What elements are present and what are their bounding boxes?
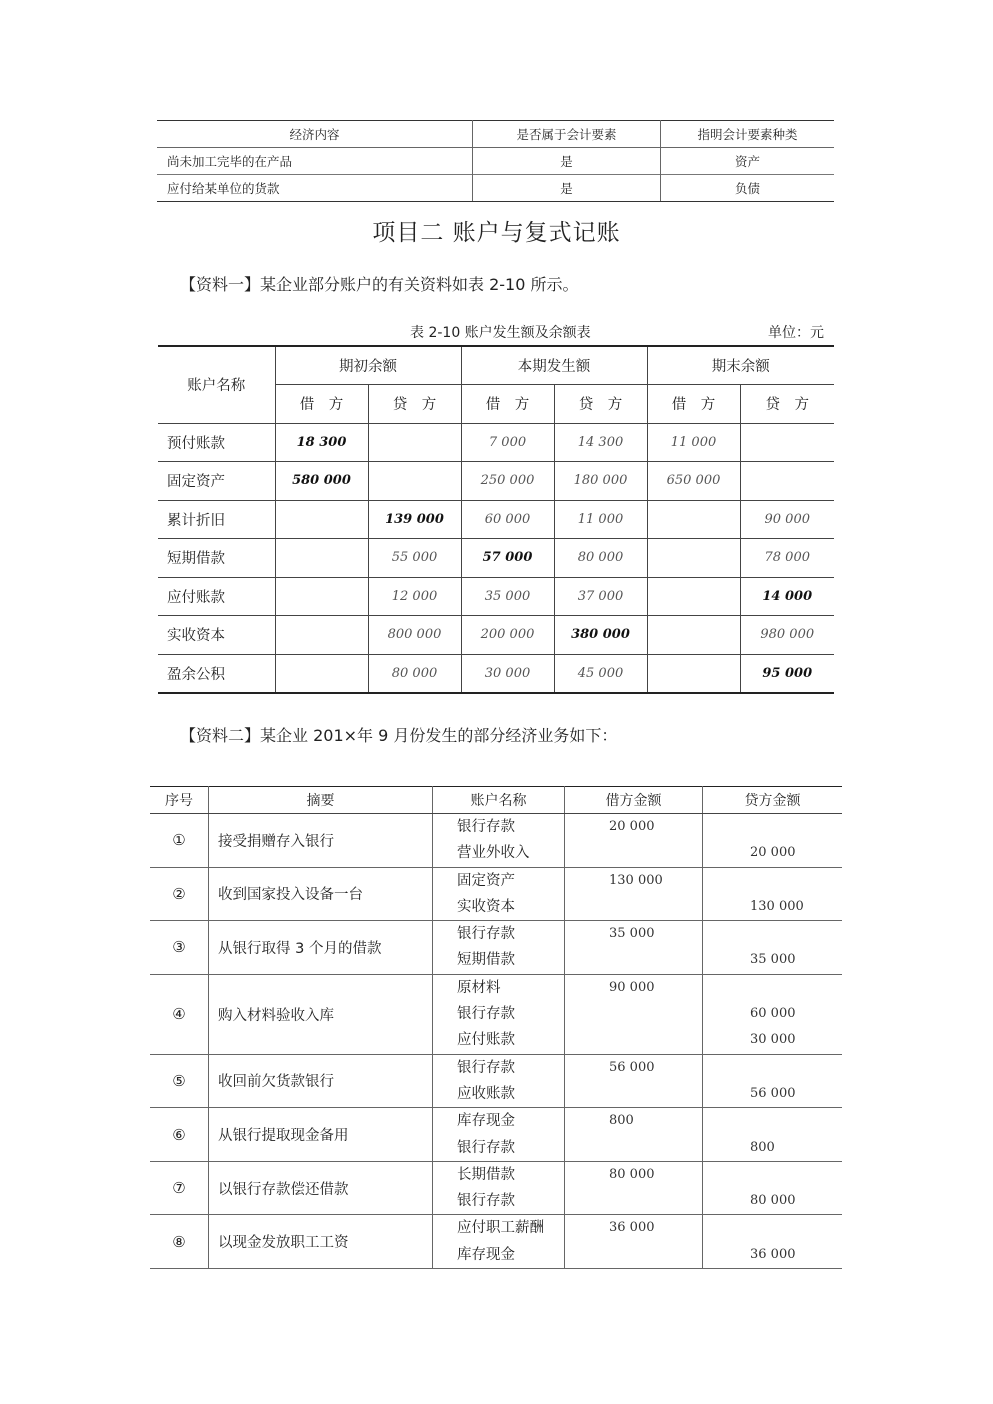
entry-credits: [703, 974, 843, 1054]
table-row: [150, 867, 842, 921]
amount-cell: 650 000: [647, 462, 740, 501]
entry-number: ②: [150, 867, 209, 921]
account-name: 长期借款: [457, 1166, 515, 1183]
amount-cell: 55 000: [368, 539, 461, 578]
debit-amount: 20 000: [609, 819, 655, 834]
amount-cell: 250 000: [461, 462, 554, 501]
content-cell: 应付给某单位的货款: [157, 175, 473, 202]
credit-amount: 30 000: [750, 1032, 796, 1048]
account-name: 营业外收入: [457, 845, 530, 862]
amount-cell: 800 000: [368, 616, 461, 655]
entry-credits: [703, 1108, 843, 1162]
debit-header: 借 方: [461, 385, 554, 424]
entry-summary: 以现金发放职工工资: [209, 1215, 433, 1269]
header-cell: 指明会计要素种类: [661, 121, 835, 148]
credit-amount: 60 000: [750, 1006, 796, 1022]
entry-summary: 购入材料验收入库: [209, 974, 433, 1054]
account-name: 累计折旧: [158, 500, 275, 539]
account-name: 实收资本: [158, 616, 275, 655]
entry-credits: [703, 921, 843, 975]
table-row: [150, 921, 842, 975]
entry-debits: [565, 1108, 703, 1162]
table-row: [157, 148, 834, 175]
amount-cell: 57 000: [461, 539, 554, 578]
debit-amount: 130 000: [609, 872, 663, 888]
amount-cell: 30 000: [461, 654, 554, 693]
account-name: 银行存款: [457, 926, 515, 943]
table-row: [158, 654, 834, 693]
credit-amount: [703, 975, 842, 1001]
entry-summary: 收回前欠货款银行: [209, 1054, 433, 1108]
material-two-text: 【资料二】某企业 201×年 9 月份发生的部分经济业务如下：: [180, 726, 618, 745]
content-cell: 尚未加工完毕的在产品: [157, 148, 473, 175]
journal-entries-table: [150, 786, 842, 1269]
account-name: 短期借款: [158, 539, 275, 578]
credit-amount: 36 000: [750, 1246, 796, 1262]
header-cell: 是否属于会计要素: [473, 121, 661, 148]
amount-cell: 200 000: [461, 616, 554, 655]
debit-header: 借 方: [647, 385, 740, 424]
account-name: 预付账款: [158, 423, 275, 462]
amount-cell: 380 000: [554, 616, 647, 655]
account-name-header: 账户名称: [158, 346, 275, 423]
opening-balance-header: 期初余额: [275, 346, 461, 385]
is-element-cell: 是: [473, 175, 661, 202]
debit-amount: [565, 894, 702, 920]
entry-accounts: [433, 1215, 565, 1269]
credit-amount: [703, 1055, 842, 1081]
table-header-row: [157, 121, 834, 148]
entry-accounts: [433, 814, 565, 868]
credit-amount: 80 000: [750, 1193, 796, 1209]
entry-debits: [565, 1161, 703, 1215]
amount-cell: 90 000: [740, 500, 834, 539]
debit-amount: [565, 1242, 702, 1268]
account-name: 固定资产: [457, 872, 515, 889]
summary-header: 摘要: [209, 787, 433, 814]
debit-amount: 36 000: [609, 1220, 655, 1236]
header-cell: 经济内容: [157, 121, 473, 148]
amount-cell: [647, 654, 740, 693]
amount-cell: 12 000: [368, 577, 461, 616]
debit-amount: [565, 1188, 702, 1214]
table-row: [150, 1161, 842, 1215]
closing-balance-header: 期末余额: [647, 346, 834, 385]
project-title: 项目二 账户与复式记账: [372, 220, 621, 246]
group-header-row: [158, 346, 834, 385]
account-name: 银行存款: [457, 1006, 515, 1023]
entry-accounts: [433, 1161, 565, 1215]
period-amount-header: 本期发生额: [461, 346, 647, 385]
material-one-text: 【资料一】某企业部分账户的有关资料如表 2-10 所示。: [180, 275, 579, 294]
amount-cell: 18 300: [275, 423, 368, 462]
amount-cell: 180 000: [554, 462, 647, 501]
entry-number: ①: [150, 814, 209, 868]
amount-cell: [647, 577, 740, 616]
account-name: 应收账款: [457, 1085, 515, 1102]
table-row: [150, 1215, 842, 1269]
account-name: 银行存款: [457, 1139, 515, 1156]
entry-summary: 收到国家投入设备一台: [209, 867, 433, 921]
entry-credits: [703, 1054, 843, 1108]
account-name: 库存现金: [457, 1113, 515, 1130]
table-row: [158, 616, 834, 655]
entry-summary: 从银行取得 3 个月的借款: [209, 921, 433, 975]
entry-number: ③: [150, 921, 209, 975]
table-row: [150, 974, 842, 1054]
amount-cell: 37 000: [554, 577, 647, 616]
amount-cell: 7 000: [461, 423, 554, 462]
entry-debits: [565, 1054, 703, 1108]
credit-amount: 130 000: [750, 898, 804, 914]
account-header: 账户名称: [433, 787, 565, 814]
entry-accounts: [433, 867, 565, 921]
debit-amount: [565, 1027, 702, 1053]
amount-cell: [275, 500, 368, 539]
is-element-cell: 是: [473, 148, 661, 175]
amount-cell: 45 000: [554, 654, 647, 693]
amount-cell: 78 000: [740, 539, 834, 578]
account-name: 库存现金: [457, 1246, 515, 1263]
debit-amount: [565, 1001, 702, 1027]
entry-debits: [565, 1215, 703, 1269]
element-type-cell: 负债: [661, 175, 835, 202]
debit-amount: [565, 1135, 702, 1161]
account-name: 盈余公积: [158, 654, 275, 693]
entry-credits: [703, 867, 843, 921]
credit-amount: 20 000: [750, 845, 796, 861]
credit-header: 贷 方: [554, 385, 647, 424]
amount-cell: 80 000: [368, 654, 461, 693]
table-header-row: [150, 787, 842, 814]
amount-cell: [647, 500, 740, 539]
credit-amount: [703, 921, 842, 947]
table-row: [150, 1108, 842, 1162]
amount-cell: [275, 539, 368, 578]
account-name: 银行存款: [457, 1059, 515, 1076]
entry-summary: 从银行提取现金备用: [209, 1108, 433, 1162]
entry-credits: [703, 1161, 843, 1215]
amount-cell: 14 000: [740, 577, 834, 616]
entry-summary: 以银行存款偿还借款: [209, 1161, 433, 1215]
entry-number: ⑧: [150, 1215, 209, 1269]
account-name: 应付账款: [158, 577, 275, 616]
entry-accounts: [433, 974, 565, 1054]
credit-amount: 35 000: [750, 952, 796, 968]
element-classification-table: [157, 120, 834, 202]
debit-amount: [565, 947, 702, 973]
element-type-cell: 资产: [661, 148, 835, 175]
debit-amount: 56 000: [609, 1059, 655, 1075]
seq-header: 序号: [150, 787, 209, 814]
entry-credits: [703, 1215, 843, 1269]
amount-cell: 14 300: [554, 423, 647, 462]
entry-debits: [565, 867, 703, 921]
entry-summary: 接受捐赠存入银行: [209, 814, 433, 868]
entry-debits: [565, 974, 703, 1054]
entry-number: ⑥: [150, 1108, 209, 1162]
unit-label: 单位：元: [768, 325, 824, 341]
account-name: 固定资产: [158, 462, 275, 501]
table-row: [158, 462, 834, 501]
amount-cell: 980 000: [740, 616, 834, 655]
table-row: [158, 539, 834, 578]
table-row: [150, 814, 842, 868]
amount-cell: 580 000: [275, 462, 368, 501]
table-row: [150, 1054, 842, 1108]
amount-cell: [740, 462, 834, 501]
entry-accounts: [433, 921, 565, 975]
account-balance-table: [158, 345, 834, 694]
entry-debits: [565, 921, 703, 975]
entry-credits: [703, 814, 843, 868]
debit-amount: 35 000: [609, 926, 655, 942]
amount-cell: [647, 616, 740, 655]
debit-amount: 90 000: [609, 979, 655, 995]
credit-amount: [703, 1215, 842, 1241]
entry-accounts: [433, 1108, 565, 1162]
credit-amount: [703, 1108, 842, 1134]
credit-amount: [703, 1162, 842, 1188]
credit-header: 贷 方: [740, 385, 834, 424]
amount-cell: [275, 577, 368, 616]
table-row: [158, 577, 834, 616]
amount-cell: [368, 462, 461, 501]
amount-cell: 139 000: [368, 500, 461, 539]
entry-number: ⑦: [150, 1161, 209, 1215]
credit-amount: 56 000: [750, 1085, 796, 1101]
account-name: 短期借款: [457, 952, 515, 969]
amount-cell: 95 000: [740, 654, 834, 693]
table-caption: 表 2-10 账户发生额及余额表: [410, 325, 591, 341]
account-name: 原材料: [457, 979, 501, 996]
entry-debits: [565, 814, 703, 868]
account-name: 应付账款: [457, 1032, 515, 1049]
credit-header: 贷 方: [368, 385, 461, 424]
credit-header: 贷方金额: [703, 787, 843, 814]
credit-amount: [703, 814, 842, 840]
amount-cell: [740, 423, 834, 462]
debit-header: 借 方: [275, 385, 368, 424]
amount-cell: [647, 539, 740, 578]
table-row: [158, 500, 834, 539]
table-row: [158, 423, 834, 462]
debit-amount: 800: [609, 1113, 634, 1129]
entry-number: ④: [150, 974, 209, 1054]
amount-cell: [368, 423, 461, 462]
debit-header: 借方金额: [565, 787, 703, 814]
debit-amount: 80 000: [609, 1166, 655, 1182]
amount-cell: 11 000: [647, 423, 740, 462]
amount-cell: 60 000: [461, 500, 554, 539]
account-name: 银行存款: [457, 1193, 515, 1210]
account-name: 应付职工薪酬: [457, 1220, 544, 1237]
account-name: 实收资本: [457, 898, 515, 915]
debit-amount: [565, 840, 702, 866]
credit-amount: 800: [750, 1139, 775, 1155]
credit-amount: [703, 868, 842, 894]
entry-number: ⑤: [150, 1054, 209, 1108]
amount-cell: 35 000: [461, 577, 554, 616]
debit-amount: [565, 1081, 702, 1107]
account-name: 银行存款: [457, 819, 515, 835]
entry-accounts: [433, 1054, 565, 1108]
amount-cell: [275, 616, 368, 655]
amount-cell: 11 000: [554, 500, 647, 539]
table-row: [157, 175, 834, 202]
amount-cell: [275, 654, 368, 693]
amount-cell: 80 000: [554, 539, 647, 578]
